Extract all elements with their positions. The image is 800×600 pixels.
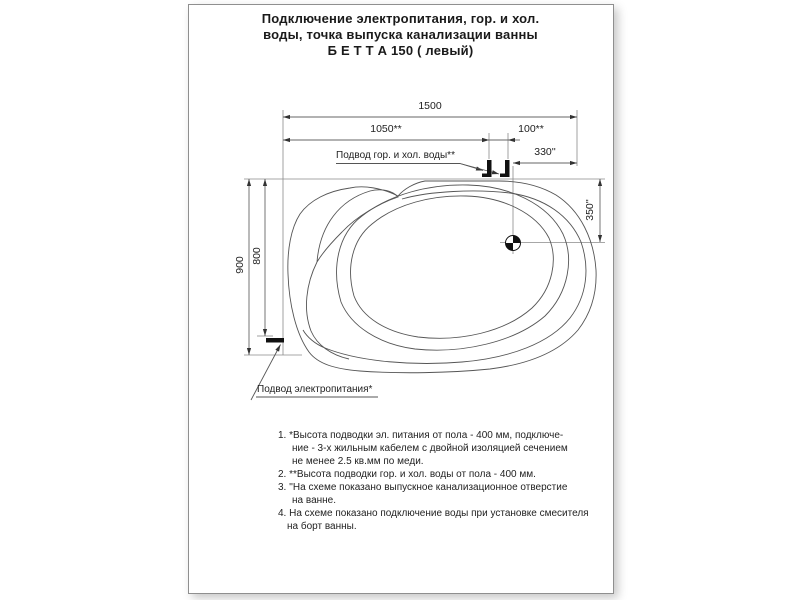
note-line: на ванне. [292,495,337,506]
power-supply-label: Подвод электропитания* [257,384,373,395]
dim-100-label: 100** [518,123,544,135]
title-line-3: Б Е Т Т А 150 ( левый) [327,43,474,58]
notes-block [278,429,610,533]
water-inlet-mark-2 [500,160,510,177]
dim-330-label: 330'' [534,146,556,158]
connection-marks [266,160,510,343]
title-line-2: воды, точка выпуска канализации ванны [263,27,538,42]
note-line: не менее 2.5 кв.мм по меди. [292,456,424,467]
note-line: ние - 3-х жильным кабелем с двойной изоляцией сечением [292,443,568,454]
bath-outer-contour [288,181,596,373]
note-line: 1. *Высота подводки эл. питания от пола - 400 мм, подключе- [278,430,564,441]
water-supply-label: Подвод гор. и хол. воды** [336,150,455,161]
water-inlet-mark-1 [482,160,492,177]
dim-1500-label: 1500 [418,100,442,112]
title-line-1: Подключение электропитания, гор. и хол. [261,11,540,26]
note-line: 3. ''На схеме показано выпускное канализационное отверстие [278,482,568,493]
bath-rim-inner-edge [303,191,586,363]
dim-350-label: 350'' [584,199,596,221]
dim-900-label: 900 [234,256,246,274]
note-line: 2. **Высота подводки гор. и хол. воды от пола - 400 мм. [278,469,536,480]
bath-bowl-inner [351,196,554,338]
headrest-crescent [317,190,398,262]
drain-symbol [506,236,521,251]
bath-rim-left-edge [306,262,349,359]
note-line: 4. На схеме показано подключение воды при установке смесителя [278,508,589,519]
dim-1050-label: 1050** [370,123,402,135]
bath-outline [288,181,596,373]
note-line: на борт ванны. [287,521,357,532]
power-inlet-mark [266,338,284,343]
dim-800-label: 800 [251,247,263,265]
